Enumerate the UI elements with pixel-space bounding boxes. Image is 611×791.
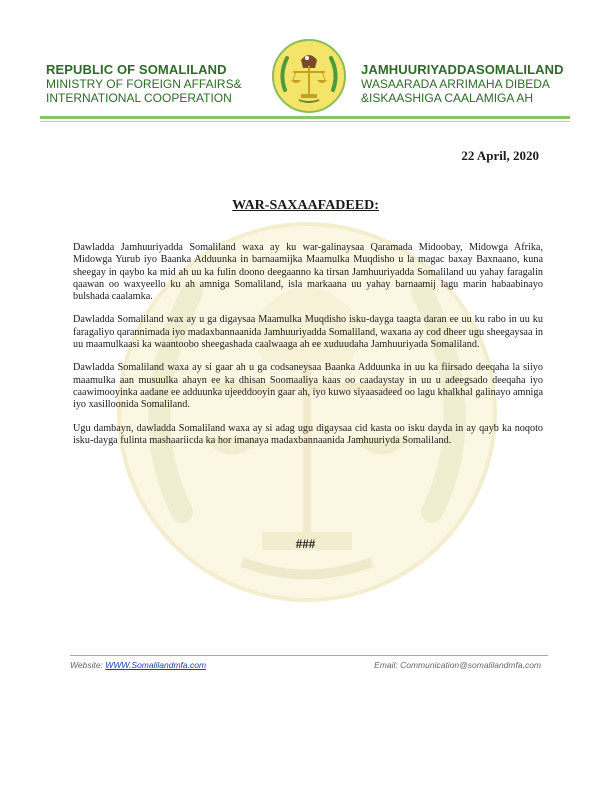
- email-label: Email:: [374, 660, 398, 670]
- footer-email: [374, 660, 541, 670]
- coat-of-arms-emblem: [271, 38, 347, 114]
- release-date: 22 April, 2020: [461, 148, 539, 163]
- header-divider: [40, 116, 570, 119]
- header-divider-thin: [40, 121, 570, 122]
- header-right: [361, 62, 591, 105]
- press-release-heading: WAR-SAXAAFADEED:: [232, 198, 379, 213]
- ministry-line-1: MINISTRY OF FOREIGN AFFAIRS&: [46, 77, 242, 91]
- press-release-body: [73, 242, 543, 458]
- paragraph: Dawladda Jamhuuriyadda Somaliland waxa ay ku war-galinaysaa Qaramada Midoobay, Midowga Afrika, Midowga Yurub iyo Baanka Adduunka in barnaamijka Maamulka Muqdisho u la magac baxay Baxnaano, kuna sheegay in qaybo ka mid ah uu ka fulin doono deegaanno ka tirsan Jamhuuriyadda Somaliland uu yahay faragalin qaawan oo waxyeello ku ah amniga Somaliland, isla markaana uu yahay barnaamij lagu marin habaabinayo bulshada caalamka.: [73, 242, 543, 303]
- ministry-line-2: INTERNATIONAL COOPERATION: [46, 91, 232, 105]
- paragraph: Dawladda Somaliland wax ay u ga digaysaa Maamulka Muqdisho isku-dayga taagta daran ee uu ku rabo in uu ku faragaliyo qarannimada iyo madaxbannaanida Jamhuuriyadda Somaliland, waxana ay cod dheer ugu sheegaysaa in uu maamulkaasi ka waantoobo sheegashada caalwaaga ah ee xuduudaha Jamhuuriyada Somaliland.: [73, 314, 543, 351]
- wasaarada-line-2: &ISKAASHIGA CAALAMIGA AH: [361, 91, 534, 105]
- paragraph: Dawladda Somaliland waxa ay si gaar ah u ga codsaneysaa Baanka Adduunka in uu ka fiirsado deeqaha la siiyo maamulka aan musuulka ahayn ee ka dhisan Soomaaliya kaas oo caadaystay in uu u adeegsado deeqaha iyo caawimooyinka aadane ee adduunka ujeeddooyin gaar ah, iyo kuwo siyaasadeed oo lagu khalkhal galinayo amniga iyo xasilloonida Somaliland.: [73, 362, 543, 411]
- footer-divider: [70, 655, 548, 656]
- republic-title: REPUBLIC OF SOMALILAND: [46, 62, 227, 77]
- wasaarada-line-1: WASAARADA ARRIMAHA DIBEDA: [361, 77, 550, 91]
- footer-website: [70, 660, 206, 670]
- jamhuuriyadda-title: JAMHUURIYADDASOMALILAND: [361, 62, 564, 77]
- website-link[interactable]: WWW.Somalilandmfa.com: [105, 660, 207, 670]
- header-left: [46, 62, 276, 105]
- website-label: Website:: [70, 660, 103, 670]
- email-address[interactable]: Communication@somalilandmfa.com: [400, 660, 541, 670]
- end-mark: ###: [295, 536, 316, 551]
- paragraph: Ugu dambayn, dawladda Somaliland waxa ay si adag ugu digaysaa cid kasta oo isku dayda in ay qayb ka noqoto isku-dayga fulinta mashaariicda ka hor imanaya madaxbannaanida Jamhuuriyda Somaliland.: [73, 422, 543, 446]
